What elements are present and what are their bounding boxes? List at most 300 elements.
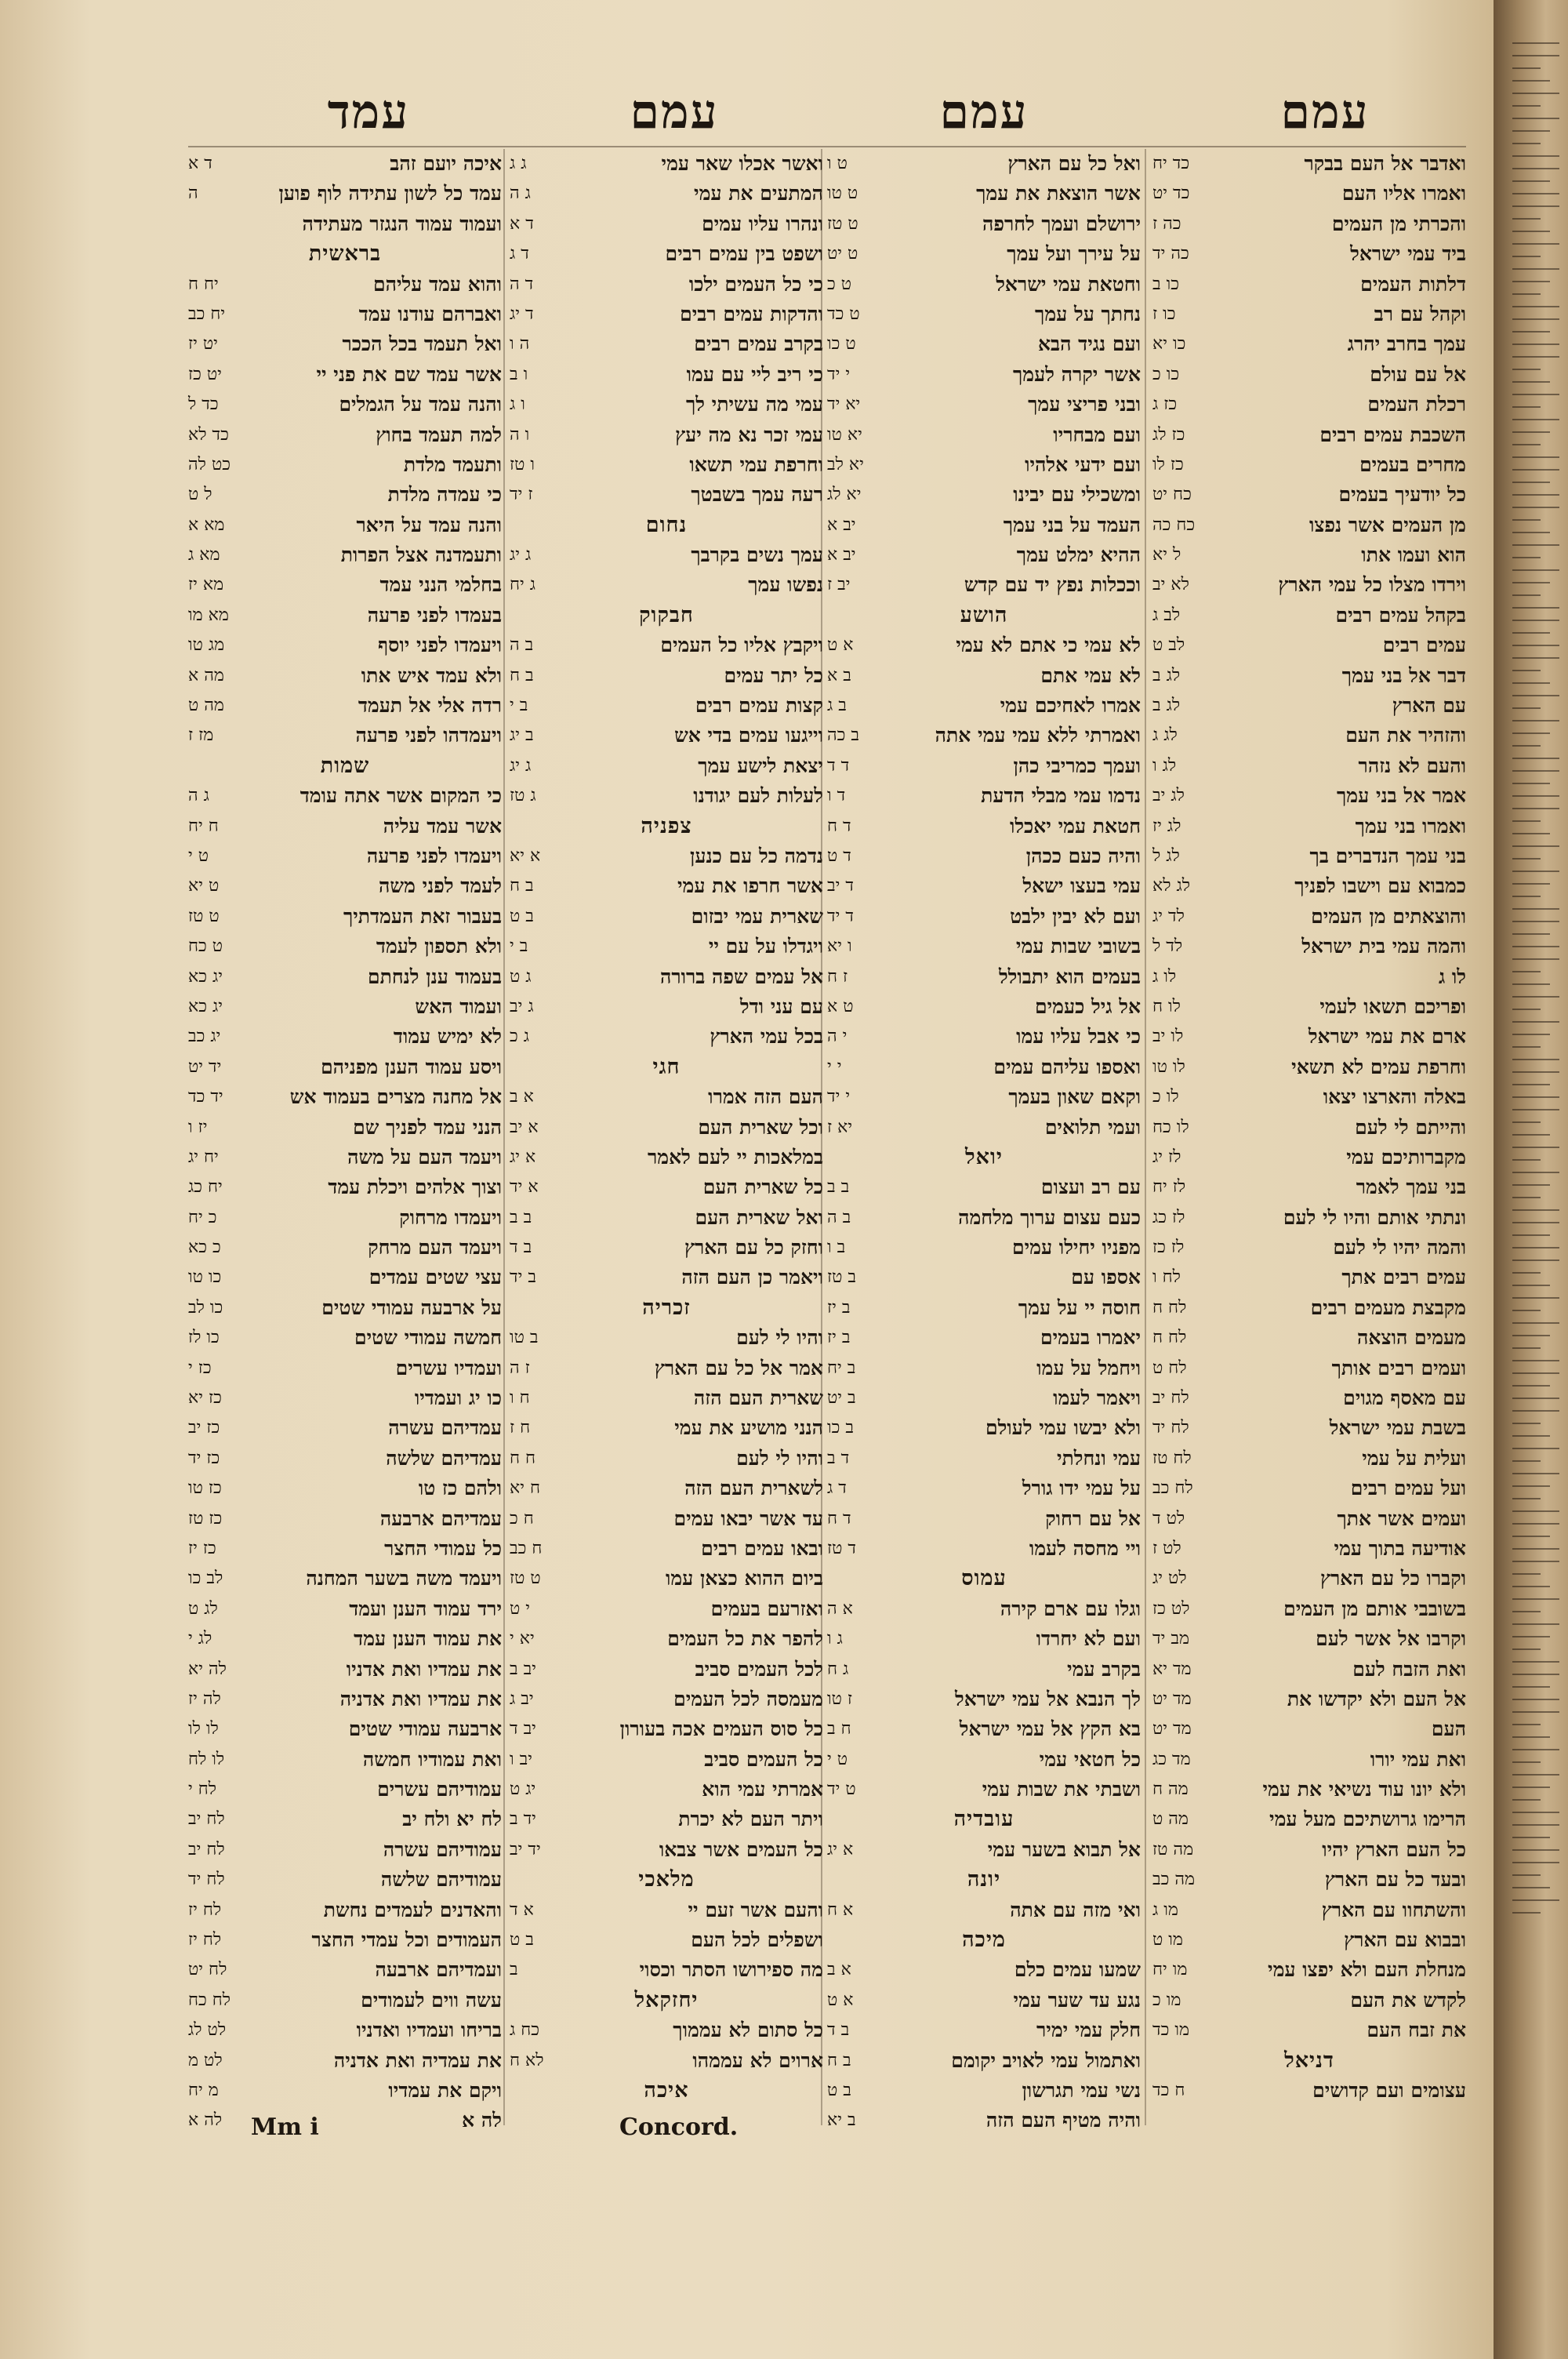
concordance-entry xyxy=(188,1624,502,1654)
entry-text: בעמדו לפני פרעה xyxy=(367,603,502,627)
facing-page-text-line xyxy=(1512,419,1559,420)
concordance-entry xyxy=(188,601,502,631)
entry-reference: י י xyxy=(827,1056,842,1077)
concordance-entry xyxy=(510,2016,823,2045)
concordance-entry xyxy=(510,1233,823,1263)
entry-reference: כז טו xyxy=(188,1478,222,1499)
entry-reference: לח יב xyxy=(188,1839,225,1859)
facing-page-text-line xyxy=(1512,306,1559,307)
facing-page-text-line xyxy=(1512,532,1550,533)
concordance-entry xyxy=(188,871,502,901)
entry-reference: לא ח xyxy=(510,2050,544,2070)
concordance-entry xyxy=(827,781,1141,811)
entry-reference: לג ל xyxy=(1152,845,1180,866)
entry-reference: לח ו xyxy=(1152,1267,1181,1288)
entry-text: ובני פריצי עמך xyxy=(1028,393,1141,416)
book-section-heading: מיכה xyxy=(962,1928,1006,1953)
entry-text: לא עמי אתם xyxy=(1040,663,1141,687)
facing-page-text-line xyxy=(1512,808,1559,809)
facing-page-text-line xyxy=(1512,1347,1541,1349)
entry-reference: ט יט xyxy=(827,244,858,264)
entry-text: על עירך ועל עמך xyxy=(1007,242,1141,266)
entry-text: להפר את כל העמים xyxy=(667,1627,823,1651)
entry-text: ונהרו עליו עמים xyxy=(702,212,823,235)
entry-text: עמדיהם עשרה xyxy=(388,1416,502,1440)
entry-reference: כו יא xyxy=(1152,334,1186,354)
concordance-entry xyxy=(1152,1896,1466,1925)
concordance-entry xyxy=(827,902,1141,932)
concordance-entry xyxy=(827,1835,1141,1865)
entry-text: עד אשר יבאו עמים xyxy=(673,1507,823,1530)
facing-page-text-line xyxy=(1512,783,1550,784)
entry-text: חמשה עמודי שטים xyxy=(354,1326,502,1350)
concordance-entry xyxy=(510,751,823,781)
entry-text: בריחו ועמדיו ואדניו xyxy=(356,2019,502,2042)
entry-text: וקרבו אל אשר לעם xyxy=(1316,1627,1466,1651)
entry-reference: לה יא xyxy=(188,1659,227,1679)
entry-reference: ח ב xyxy=(827,1719,851,1739)
facing-page-text-line xyxy=(1512,1209,1559,1211)
entry-reference: ב ד xyxy=(510,1238,532,1258)
concordance-entry xyxy=(188,329,502,359)
entry-reference: יא יד xyxy=(827,394,861,415)
facing-page-text-line xyxy=(1512,1611,1541,1612)
facing-page-text-line xyxy=(1512,218,1541,220)
concordance-entry xyxy=(827,1383,1141,1413)
concordance-entry xyxy=(1152,1714,1466,1744)
entry-reference: מא יז xyxy=(188,575,224,595)
entry-text: כי כל העמים ילכו xyxy=(688,272,823,296)
concordance-entry xyxy=(1152,1052,1466,1082)
concordance-entry xyxy=(1152,1172,1466,1202)
entry-reference: ט י xyxy=(188,845,209,866)
facing-page-text-line xyxy=(1512,946,1559,947)
facing-page-text-line xyxy=(1512,896,1541,897)
entry-text: והאדנים לעמדים נחשת xyxy=(323,1898,502,1921)
concordance-entry xyxy=(188,1293,502,1323)
concordance-entry xyxy=(1152,1383,1466,1413)
entry-reference: כה יד xyxy=(1152,244,1189,264)
concordance-entry xyxy=(827,1955,1141,1985)
entry-text: ואת עמי יורו xyxy=(1370,1747,1466,1771)
concordance-entry xyxy=(188,1323,502,1353)
entry-text: ארוים לא עממהו xyxy=(692,2048,823,2072)
concordance-entry xyxy=(827,1655,1141,1685)
entry-reference: ח כב xyxy=(510,1538,543,1558)
entry-text: נפשו עמך xyxy=(748,573,823,597)
entry-reference: ז טו xyxy=(827,1688,853,1709)
concordance-entry xyxy=(827,570,1141,600)
entry-text: ולא יונו עוד נשיאי את עמי xyxy=(1262,1778,1466,1801)
entry-reference: ד יב xyxy=(827,876,854,896)
entry-reference: לח י xyxy=(188,1779,217,1800)
concordance-entry xyxy=(827,1745,1141,1775)
facing-page-text-line xyxy=(1512,243,1559,245)
facing-page-text-line xyxy=(1512,971,1541,972)
concordance-entry xyxy=(188,1263,502,1292)
concordance-entry xyxy=(188,661,502,691)
facing-page-text-line xyxy=(1512,381,1550,383)
entry-reference: לג לא xyxy=(1152,876,1191,896)
entry-reference: ב טו xyxy=(510,1328,539,1348)
facing-page-text-line xyxy=(1512,1536,1550,1537)
entry-text: במלאכות יי לעם לאמר xyxy=(648,1145,823,1169)
entry-text: ויחמל על עמו xyxy=(1036,1356,1141,1379)
concordance-entry xyxy=(510,1172,823,1202)
concordance-entry xyxy=(1152,540,1466,570)
facing-page-text-line xyxy=(1512,921,1559,922)
facing-page-text-line xyxy=(1512,1498,1541,1499)
entry-text: בחלמי הנני עמד xyxy=(379,573,502,597)
facing-page-text-line xyxy=(1512,544,1559,546)
entry-reference: מז ז xyxy=(188,725,214,746)
entry-text: הרימו גרושתיכם מעל עמי xyxy=(1269,1808,1466,1831)
concordance-entry xyxy=(510,1444,823,1474)
entry-reference: לה א xyxy=(188,2110,223,2131)
entry-reference: יג כב xyxy=(188,1027,221,1047)
entry-text: הנני עמד לפניך שם xyxy=(353,1115,502,1139)
entry-text: כל העמים סביב xyxy=(704,1747,823,1771)
entry-reference: לח יד xyxy=(188,1870,225,1890)
entry-text: לה א xyxy=(462,2109,502,2132)
entry-text: אמרו לאחיכם עמי xyxy=(1000,694,1141,718)
entry-reference: כד לא xyxy=(188,424,229,445)
concordance-entry xyxy=(827,149,1141,179)
entry-reference: ד א xyxy=(510,213,534,234)
entry-reference: כז טז xyxy=(188,1508,223,1528)
entry-text: אל עם עולם xyxy=(1370,362,1466,386)
entry-reference: יב א xyxy=(827,514,856,535)
entry-reference: ב ט xyxy=(510,1930,534,1950)
column-rule xyxy=(503,149,505,2125)
concordance-entry xyxy=(1152,812,1466,841)
entry-text: כל העמים אשר צבאו xyxy=(659,1837,823,1861)
entry-reference: ח ח xyxy=(510,1448,536,1468)
entry-reference: י יד xyxy=(827,364,851,384)
entry-reference: א ב xyxy=(510,1087,534,1107)
entry-reference: מא א xyxy=(188,514,225,535)
entry-reference: כח כה xyxy=(1152,514,1196,535)
entry-text: נדמה כל עם כנען xyxy=(690,844,823,867)
facing-page-text-line xyxy=(1512,695,1559,696)
concordance-entry xyxy=(188,2076,502,2106)
concordance-entry xyxy=(827,360,1141,390)
concordance-entry xyxy=(188,1172,502,1202)
entry-reference: ד ח xyxy=(827,1508,851,1528)
entry-reference: כט לה xyxy=(188,454,230,474)
entry-text: ביד עמי ישראל xyxy=(1350,242,1466,266)
entry-text: עמודיהם עשרה xyxy=(383,1837,502,1861)
entry-text: העמודים וכל עמדי החצר xyxy=(311,1928,502,1952)
facing-page-text-line xyxy=(1512,456,1559,458)
entry-reference: יד יב xyxy=(510,1839,541,1859)
facing-page-text-line xyxy=(1512,758,1559,759)
entry-text: בעמים הוא יתבולל xyxy=(998,965,1141,988)
entry-reference: ה ו xyxy=(510,334,530,354)
entry-reference: ב כו xyxy=(827,1418,854,1438)
entry-text: עמד כל לשון עתידה לוף פוען xyxy=(278,182,502,205)
entry-reference: לז כז xyxy=(1152,1238,1185,1258)
entry-text: ועמדיהם ארבעה xyxy=(375,1958,502,1982)
concordance-entry xyxy=(510,2046,823,2076)
concordance-entry xyxy=(188,1143,502,1172)
entry-reference: לח יז xyxy=(188,1930,222,1950)
entry-text: לא ימיש עמוד xyxy=(393,1025,502,1049)
entry-reference: ח כד xyxy=(1152,2081,1185,2100)
concordance-entry xyxy=(510,420,823,450)
concordance-entry xyxy=(827,751,1141,781)
entry-reference: א יג xyxy=(827,1839,854,1859)
entry-reference: יב ו xyxy=(510,1749,532,1769)
entry-reference: לג ו xyxy=(1152,755,1177,776)
entry-text: עצומים ועם קדושים xyxy=(1312,2079,1466,2102)
entry-text: את עמדיו ואת אדניו xyxy=(346,1657,502,1681)
entry-text: אל גיל כעמים xyxy=(1035,994,1141,1018)
concordance-entry xyxy=(1152,1323,1466,1353)
entry-reference: כז יב xyxy=(188,1418,220,1438)
entry-reference: כד ל xyxy=(188,394,219,415)
entry-reference: לז יח xyxy=(1152,1177,1186,1198)
entry-reference: י ה xyxy=(827,1027,848,1047)
concordance-entry xyxy=(827,721,1141,751)
entry-text: ויגדלו על עם יי xyxy=(708,935,823,958)
concordance-entry xyxy=(1152,570,1466,600)
entry-reference: א ה xyxy=(827,1598,853,1619)
concordance-entry xyxy=(1152,270,1466,300)
entry-text: כי ריב ליי עם עמו xyxy=(686,362,823,386)
entry-text: בא הקץ אל עמי ישראל xyxy=(959,1717,1141,1741)
entry-reference: יט יז xyxy=(188,334,218,354)
entry-reference: ד ג xyxy=(827,1478,847,1499)
concordance-entry xyxy=(827,1594,1141,1624)
entry-reference xyxy=(188,209,194,239)
entry-text: ובאו עמים רבים xyxy=(701,1536,823,1560)
facing-page-text-line xyxy=(1512,1398,1559,1399)
concordance-entry xyxy=(1152,1233,1466,1263)
concordance-entry xyxy=(510,270,823,300)
book-section-heading: נחום xyxy=(645,512,688,537)
entry-text: והנה עמד על היאר xyxy=(356,513,502,536)
entry-reference: כז ג xyxy=(1152,394,1178,415)
entry-reference: ב י xyxy=(510,696,528,716)
entry-text: ירד עמוד הענן ועמד xyxy=(349,1597,502,1620)
entry-text: והמה עמי בית ישראל xyxy=(1301,935,1466,958)
facing-page-text-line xyxy=(1512,268,1559,270)
entry-reference: כו לב xyxy=(188,1297,223,1318)
entry-text: רכלת העמים xyxy=(1367,393,1466,416)
facing-page-text-line xyxy=(1512,1360,1559,1361)
concordance-entry xyxy=(1152,1835,1466,1865)
entry-reference: לג ג xyxy=(1152,725,1178,746)
facing-page-text-line xyxy=(1512,1912,1541,1914)
entry-text: חלק עמי ימיר xyxy=(1036,2019,1141,2042)
concordance-entry xyxy=(188,1955,502,1985)
entry-reference: ד יג xyxy=(510,304,534,324)
entry-text: וקברו כל עם הארץ xyxy=(1319,1567,1466,1590)
facing-page-text-line xyxy=(1512,67,1541,69)
concordance-entry xyxy=(510,1354,823,1383)
entry-text: המתעים את עמי xyxy=(694,182,823,205)
entry-reference: יח יג xyxy=(188,1147,219,1167)
concordance-entry xyxy=(188,1714,502,1744)
entry-text: אל תבוא בשער עמי xyxy=(987,1837,1141,1861)
entry-reference: מג טו xyxy=(188,635,225,656)
concordance-entry xyxy=(510,450,823,480)
entry-reference: א ט xyxy=(827,635,854,656)
concordance-entry xyxy=(1152,1203,1466,1233)
facing-page-text-line xyxy=(1512,42,1559,44)
facing-page-text-line xyxy=(1512,1184,1550,1186)
concordance-entry xyxy=(1152,1865,1466,1895)
concordance-entry xyxy=(188,1745,502,1775)
entry-reference: לה יז xyxy=(188,1688,221,1709)
concordance-entry xyxy=(510,1805,823,1834)
entry-reference: ד ח xyxy=(827,816,851,836)
entry-reference: כד יט xyxy=(1152,184,1190,204)
concordance-entry xyxy=(510,1835,823,1865)
entry-text: וכל שארית העם xyxy=(698,1115,823,1139)
entry-text: וחטאת עמי ישראל xyxy=(996,272,1141,296)
entry-reference: ד ב xyxy=(827,1448,850,1468)
concordance-entry xyxy=(510,1896,823,1925)
concordance-entry xyxy=(510,149,823,179)
entry-text: עם הארץ xyxy=(1392,694,1466,718)
entry-reference: ט כח xyxy=(188,936,223,957)
entry-text: בשבת עמי ישראל xyxy=(1329,1416,1466,1440)
concordance-entry xyxy=(188,2106,502,2135)
concordance-entry xyxy=(510,1263,823,1292)
facing-page-text-line xyxy=(1512,143,1541,144)
entry-text: כל סוס העמים אכה בעורון xyxy=(619,1717,823,1741)
entry-reference: ב ג xyxy=(827,696,847,716)
concordance-entry xyxy=(188,450,502,480)
entry-reference: יא י xyxy=(510,1629,535,1649)
entry-reference: ט א xyxy=(827,996,854,1016)
entry-reference: ט טו xyxy=(827,184,858,204)
entry-text: כל יתר עמים xyxy=(724,663,823,687)
entry-text: נשי עמי תגרשון xyxy=(1022,2079,1141,2102)
facing-page-text-line xyxy=(1512,507,1559,508)
facing-page-text-line xyxy=(1512,293,1541,295)
facing-page-text-line xyxy=(1512,1259,1559,1261)
concordance-entry xyxy=(1152,1413,1466,1443)
entry-text: בקרב עמים רבים xyxy=(694,333,823,356)
entry-reference: ג ו xyxy=(827,1629,843,1649)
facing-page-text-line xyxy=(1512,1561,1559,1562)
facing-page-text-line xyxy=(1512,1899,1559,1901)
entry-text: ואמרו בני עמך xyxy=(1355,814,1466,838)
concordance-entry xyxy=(827,450,1141,480)
concordance-entry xyxy=(827,2016,1141,2045)
entry-text: ועל עמים רבים xyxy=(1350,1477,1466,1500)
entry-reference: ב א xyxy=(827,665,851,685)
facing-page-text-line xyxy=(1512,1034,1550,1035)
entry-text: אשר עמד עליה xyxy=(383,814,502,838)
entry-text: עמי ונחלתי xyxy=(1056,1446,1141,1470)
facing-page-text-line xyxy=(1512,55,1559,56)
concordance-entry xyxy=(827,270,1141,300)
entry-text: כל סתום לא עממוך xyxy=(673,2019,823,2042)
entry-text: איכה יועם זהב xyxy=(390,152,502,175)
entry-text: ויעמד משה בשער המחנה xyxy=(306,1567,502,1590)
entry-reference: מה כב xyxy=(1152,1870,1196,1890)
facing-page-text-line xyxy=(1512,1573,1541,1575)
concordance-entry xyxy=(510,1143,823,1172)
concordance-entry xyxy=(188,540,502,570)
entry-reference: ב ה xyxy=(827,1207,851,1227)
entry-reference: י ט xyxy=(510,1598,531,1619)
concordance-entry xyxy=(1152,1293,1466,1323)
entry-reference: לג יב xyxy=(1152,786,1185,806)
concordance-entry xyxy=(188,841,502,871)
entry-text: אספו עם xyxy=(1071,1266,1141,1289)
facing-page-text-line xyxy=(1512,745,1541,747)
entry-text: כל עמודי החצר xyxy=(384,1536,502,1560)
entry-text: ביום ההוא כצאן עמו xyxy=(665,1567,823,1590)
facing-page-text-line xyxy=(1512,1084,1550,1085)
facing-page-text-line xyxy=(1512,996,1559,998)
concordance-entry xyxy=(1152,661,1466,691)
facing-page-text-line xyxy=(1512,1887,1550,1888)
entry-text: ועם נגיד הבא xyxy=(1038,333,1141,356)
entry-text: עמודיהם עשרים xyxy=(377,1778,502,1801)
concordance-entry xyxy=(1152,1354,1466,1383)
entry-text: ובעד כל עם הארץ xyxy=(1324,1868,1466,1892)
entry-reference: מד יט xyxy=(1152,1719,1192,1739)
entry-reference: כז יז xyxy=(188,1538,216,1558)
facing-page-text-line xyxy=(1512,105,1541,107)
entry-text: אל עמים שפה ברורה xyxy=(659,965,823,988)
concordance-entry xyxy=(827,841,1141,871)
concordance-entry xyxy=(188,1354,502,1383)
entry-text: כמבוא עם וישבו לפניך xyxy=(1294,874,1466,898)
entry-text: את עמדיה ואת אדניה xyxy=(333,2048,502,2072)
concordance-entry xyxy=(1152,992,1466,1022)
concordance-entry xyxy=(188,1504,502,1534)
concordance-entry xyxy=(1152,871,1466,901)
entry-reference: ג יג xyxy=(510,755,532,776)
entry-text: וחרפת עמים לא תשאי xyxy=(1291,1055,1466,1078)
facing-page-text-line xyxy=(1512,331,1550,333)
concordance-entry xyxy=(188,1444,502,1474)
facing-page-text-line xyxy=(1512,983,1550,985)
entry-text: למה תעמד בחוץ xyxy=(376,423,502,446)
concordance-entry xyxy=(1152,1564,1466,1594)
entry-reference: יא טו xyxy=(827,424,862,445)
concordance-entry xyxy=(188,1383,502,1413)
entry-reference: לח ט xyxy=(1152,1358,1187,1378)
concordance-entry xyxy=(188,2016,502,2045)
entry-reference: ב ח xyxy=(827,2050,851,2070)
entry-reference: לו טו xyxy=(1152,1056,1185,1077)
concordance-entry xyxy=(188,1805,502,1834)
facing-page-text-line xyxy=(1512,1297,1559,1299)
concordance-entry xyxy=(188,360,502,390)
entry-text: ואל שארית העם xyxy=(695,1205,823,1229)
entry-text: ולא יבשו עמי לעולם xyxy=(985,1416,1141,1440)
facing-page-text-line xyxy=(1512,770,1559,772)
entry-reference: ו ג xyxy=(510,394,525,415)
concordance-entry xyxy=(510,1745,823,1775)
entry-text: והעם לא נזהר xyxy=(1358,754,1466,777)
concordance-entry xyxy=(188,1474,502,1503)
entry-text: ויעמדו לפני יוסף xyxy=(378,634,502,657)
entry-reference: לט ז xyxy=(1152,1538,1181,1558)
signature-mark: Mm i xyxy=(251,2114,319,2141)
entry-reference: לב כו xyxy=(188,1568,223,1589)
entry-reference: מד כג xyxy=(1152,1749,1191,1769)
entry-reference: כז לג xyxy=(1152,424,1185,445)
